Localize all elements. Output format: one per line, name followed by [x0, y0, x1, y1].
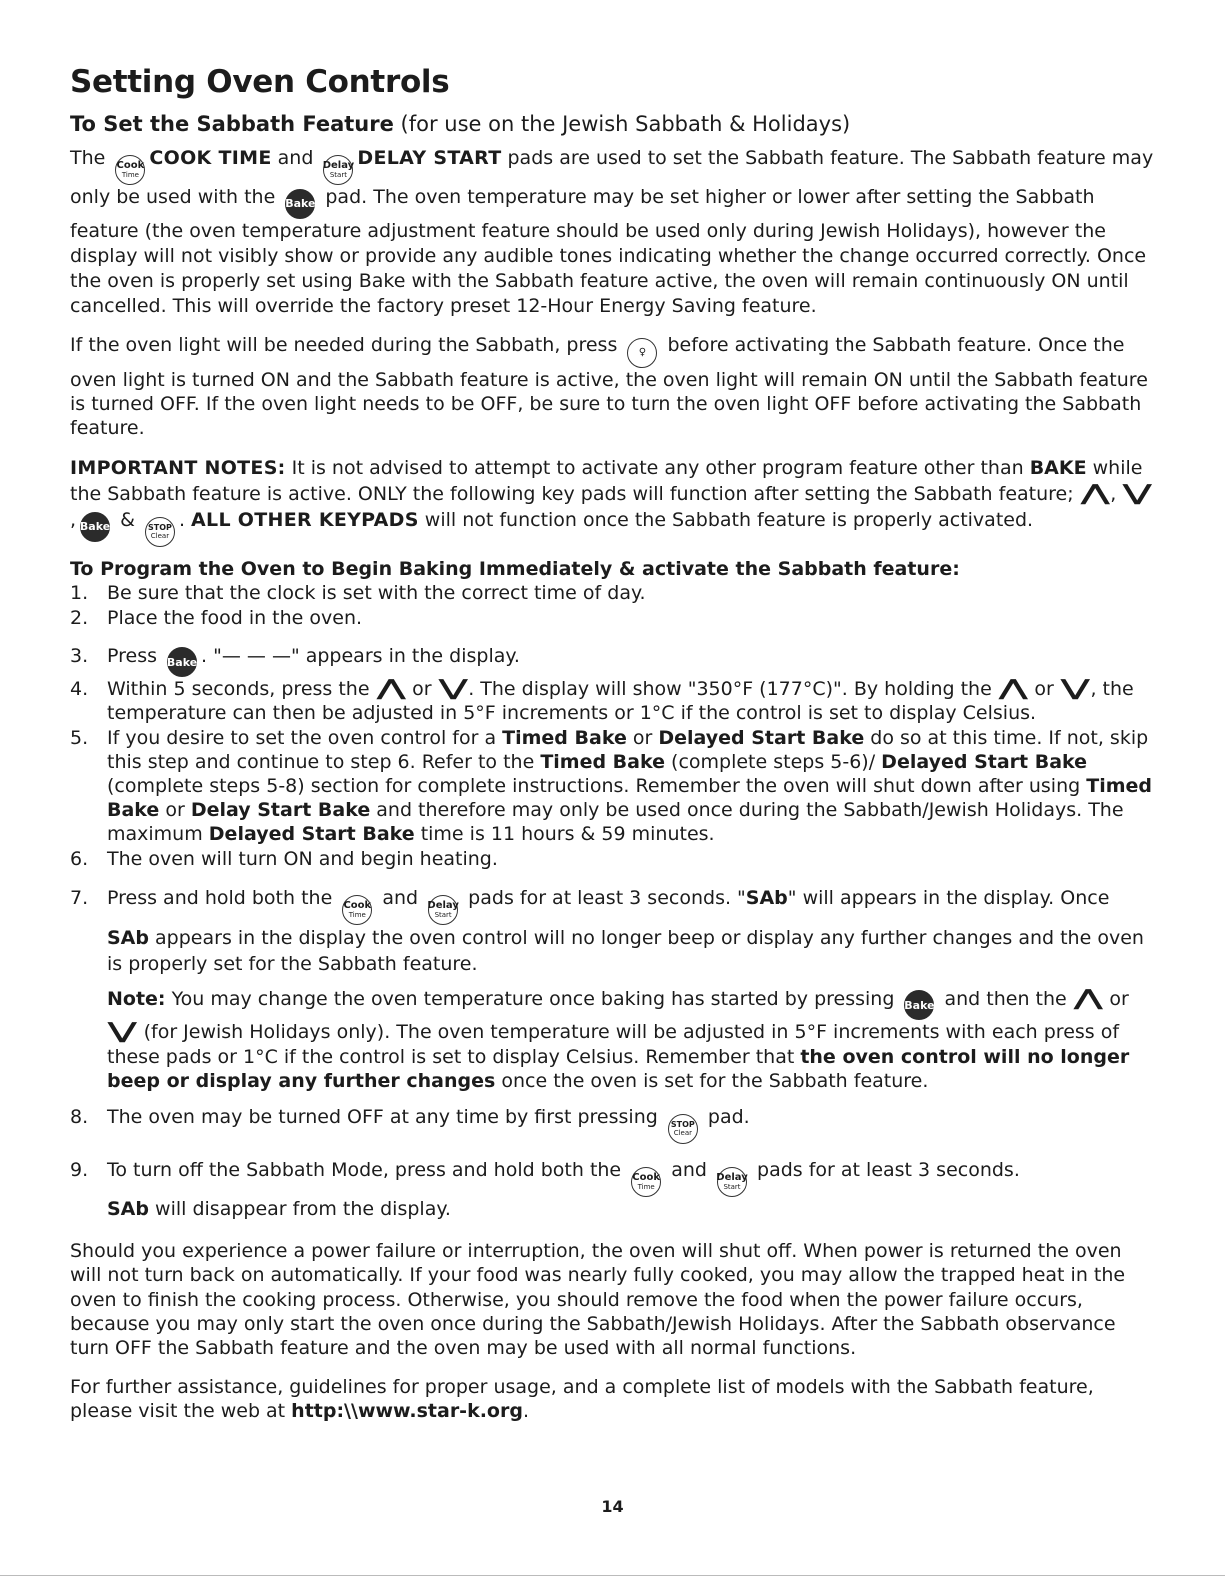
- step-text: pads for at least 3 seconds. ": [462, 886, 746, 909]
- up-arrow-icon: ⋀: [1080, 481, 1110, 507]
- step-bold: Delayed Start Bake: [208, 823, 415, 846]
- step-text: do so at this time. If not, skip this step and continue to step 6. Refer to the: [107, 726, 1149, 773]
- step-text: or: [406, 678, 438, 701]
- step-number: 7.: [70, 886, 89, 909]
- step-list-continued: [70, 1105, 1155, 1221]
- step-text: Within 5 seconds, press the: [107, 678, 376, 701]
- bake-pad-label: Bake: [166, 655, 198, 669]
- note-label: Note:: [107, 987, 166, 1010]
- light-text-1: If the oven light will be needed during the Sabbath, press: [70, 333, 624, 356]
- up-arrow-icon: ⋀: [998, 676, 1028, 702]
- note-text-2: and then the: [938, 987, 1073, 1010]
- delay-start-pad-icon: [323, 155, 353, 185]
- important-text-3: will not function once the Sabbath feature is properly activated.: [418, 509, 1034, 532]
- intro-text-3: pads are used to set the Sabbath feature. The Sabbath feature may only be used with the: [70, 147, 1154, 208]
- step-9: [70, 1158, 1155, 1221]
- important-label: IMPORTANT NOTES:: [70, 457, 286, 480]
- cook-time-pad-icon: [342, 895, 372, 925]
- stop-pad-sublabel: Clear: [150, 532, 170, 541]
- light-text-2: before activating the Sabbath feature. Once the oven light is turned ON and the Sabbath feature is active, the oven light will remain ON until the Sabbath feature is turned OFF. If the oven light needs to be OFF, be sure to turn the oven light OFF before activating the Sabbath feature.: [70, 333, 1148, 439]
- section-subhead: [70, 110, 1155, 138]
- light-pad-icon: [627, 338, 657, 368]
- step-7: [70, 885, 1155, 977]
- note-text-3: (for Jewish Holidays only). The oven temperature will be adjusted in 5°F increments with each press of these pads or 1°C if the control is set to display Celsius. Remember that: [107, 1021, 1120, 1068]
- step-text: pads for at least 3 seconds.: [751, 1158, 1020, 1181]
- step-bold: Delayed Start Bake: [881, 750, 1088, 773]
- cook-pad-sublabel: Time: [637, 1182, 655, 1191]
- cook-pad-label: Cook: [632, 1171, 661, 1183]
- down-arrow-icon: ⋁: [1060, 676, 1091, 702]
- cook-pad-label: Cook: [116, 160, 145, 171]
- bake-pad-icon: [904, 990, 934, 1020]
- stop-clear-pad-icon: [668, 1114, 698, 1144]
- sab-code: SAb: [107, 1197, 149, 1220]
- bake-pad-label: Bake: [285, 197, 316, 210]
- sab-code: SAb: [107, 926, 149, 949]
- step-text: If you desire to set the oven control for a: [107, 726, 503, 749]
- assist-period: .: [522, 1400, 529, 1423]
- step-text: Be sure that the clock is set with the correct time of day.: [107, 582, 646, 605]
- light-pad-glyph: ♀: [638, 346, 647, 358]
- step-number: 1.: [70, 582, 89, 605]
- cook-pad-label: Cook: [343, 899, 372, 911]
- cook-time-pad-icon: [631, 1167, 661, 1197]
- step-3: [70, 644, 1155, 678]
- step-text: To turn off the Sabbath Mode, press and hold both the: [107, 1158, 628, 1181]
- step-text: . The display will show "350°F (177°C)". By holding the: [468, 678, 998, 701]
- step-number: 5.: [70, 726, 89, 749]
- cook-time-pad-icon: [115, 155, 145, 185]
- intro-paragraph: [70, 146, 1155, 319]
- step-text: Press and hold both the: [107, 886, 339, 909]
- stop-clear-pad-icon: [145, 517, 175, 547]
- intro-text-1: The: [70, 147, 112, 169]
- step-text: (complete steps 5-8) section for complete instructions. Remember the oven will shut down after using: [107, 775, 1087, 798]
- step-bold: Delay Start Bake: [190, 799, 371, 822]
- step-number: 9.: [70, 1158, 89, 1181]
- step-number: 8.: [70, 1105, 89, 1128]
- important-amp: &: [114, 509, 141, 532]
- important-comma-1: ,: [1110, 483, 1117, 506]
- step-bold: Delayed Start Bake: [658, 726, 865, 749]
- subhead-bold: To Set the Sabbath Feature: [70, 112, 394, 136]
- sab-code: SAb: [745, 886, 788, 909]
- star-k-link[interactable]: http:\\www.star-k.org: [291, 1400, 523, 1423]
- step-text: will disappear from the display.: [149, 1197, 451, 1220]
- step-number: 6.: [70, 847, 89, 870]
- cook-time-label: COOK TIME: [149, 147, 272, 169]
- intro-text-2: and: [271, 147, 320, 169]
- step-text: and: [665, 1158, 713, 1181]
- step-text: . "— — —" appears in the display.: [201, 644, 520, 667]
- delay-start-label: DELAY START: [357, 147, 502, 169]
- step-text: time is 11 hours & 59 minutes.: [414, 823, 715, 846]
- bake-pad-label: Bake: [904, 998, 935, 1012]
- step-text: Press: [107, 644, 164, 667]
- stop-pad-sublabel: Clear: [673, 1128, 692, 1137]
- oven-light-paragraph: [70, 333, 1155, 441]
- note-paragraph: [70, 987, 1155, 1093]
- step-number: 3.: [70, 644, 89, 667]
- assist-text: For further assistance, guidelines for proper usage, and a complete list of models with the Sabbath feature, please visit the web at: [70, 1376, 1094, 1423]
- down-arrow-icon: ⋁: [1122, 481, 1153, 507]
- note-bold: the oven control will no longer beep or display any further changes: [107, 1045, 1130, 1092]
- down-arrow-icon: ⋁: [438, 676, 468, 702]
- stop-pad-label: STOP: [148, 523, 172, 533]
- step-text: or: [1028, 678, 1060, 701]
- cook-pad-sublabel: Time: [121, 171, 139, 179]
- delay-start-pad-icon: [428, 895, 458, 925]
- step-list: [70, 581, 1155, 977]
- important-text-2: while the Sabbath feature is active. ONLY the following key pads will function after setting the Sabbath feature;: [70, 457, 1143, 506]
- delay-pad-label: Delay: [427, 899, 459, 911]
- intro-text-4: pad. The oven temperature may be set higher or lower after setting the Sabbath feature (the oven temperature adjustment feature should be used only during Jewish Holidays), however the display will not visibly show or provide any audible tones indicating whether the change occurred correctly. Once the oven is properly set using Bake with the Sabbath feature active, the oven will remain continuously ON until cancelled. This will override the factory preset 12-Hour Energy Saving feature.: [70, 186, 1147, 317]
- assistance-paragraph: [70, 1375, 1155, 1423]
- step-bold: Timed Bake: [540, 750, 665, 773]
- delay-start-pad-icon: [717, 1167, 747, 1197]
- program-heading: To Program the Oven to Begin Baking Immediately & activate the Sabbath feature:: [70, 558, 960, 581]
- important-bake: BAKE: [1029, 457, 1087, 480]
- important-notes-paragraph: [70, 455, 1155, 547]
- cook-pad-sublabel: Time: [348, 910, 366, 919]
- step-number: 2.: [70, 606, 89, 629]
- bottom-rule: [0, 1575, 1225, 1576]
- step-8: [70, 1105, 1155, 1144]
- down-arrow-icon: ⋁: [107, 1019, 138, 1045]
- important-text-1: It is not advised to attempt to activate any other program feature other than: [285, 457, 1030, 480]
- manual-page: [70, 62, 1155, 1424]
- delay-pad-sublabel: Start: [434, 910, 452, 919]
- step-number: 4.: [70, 678, 89, 701]
- page-title: Setting Oven Controls: [70, 64, 450, 100]
- note-text-4: once the oven is set for the Sabbath feature.: [495, 1069, 929, 1092]
- note-text-1: You may change the oven temperature once baking has started by pressing: [165, 987, 901, 1010]
- step-text: and: [376, 886, 425, 909]
- delay-pad-label: Delay: [322, 160, 355, 171]
- power-failure-paragraph: Should you experience a power failure or interruption, the oven will shut off. When power is returned the oven will not turn back on automatically. If your food was nearly fully cooked, you may allow the trapped heat in the oven to finish the cooking process. Otherwise, you should remove the food when the power failure occurs, because you may only start the oven once during the Sabbath/Jewish Holidays. After the Sabbath observance turn OFF the Sabbath feature and the oven may be used with all normal functions.: [70, 1240, 1126, 1359]
- step-text: The oven will turn ON and begin heating.: [107, 847, 498, 870]
- step-text: appears in the display the oven control will no longer beep or display any further changes and the oven is properly set for the Sabbath feature.: [107, 926, 1144, 975]
- all-other-keypads: ALL OTHER KEYPADS: [191, 509, 419, 532]
- step-text: , the temperature can then be adjusted in 5°F increments or 1°C if the control is set to display Celsius.: [107, 678, 1134, 725]
- step-text: The oven may be turned OFF at any time by first pressing: [107, 1105, 664, 1128]
- bake-pad-icon: [167, 647, 197, 677]
- step-5: [70, 726, 1155, 847]
- page-number: 14: [601, 1497, 624, 1516]
- bake-pad-icon: [285, 189, 315, 219]
- bake-pad-icon: [80, 512, 110, 542]
- step-text: or: [159, 799, 191, 822]
- up-arrow-icon: ⋀: [376, 676, 406, 702]
- step-2: [70, 606, 1155, 630]
- step-text: and therefore may only be used once during the Sabbath/Jewish Holidays. The maximum: [107, 799, 1124, 846]
- bake-pad-label: Bake: [79, 520, 111, 534]
- step-text: Place the food in the oven.: [107, 606, 363, 629]
- step-bold: Timed Bake: [502, 726, 627, 749]
- delay-pad-sublabel: Start: [329, 171, 347, 179]
- step-6: [70, 847, 1155, 871]
- stop-pad-label: STOP: [670, 1119, 695, 1129]
- subhead-rest: (for use on the Jewish Sabbath & Holidays): [393, 112, 851, 136]
- note-or: or: [1103, 987, 1129, 1010]
- step-text: pad.: [701, 1105, 750, 1128]
- important-dot: .: [178, 509, 192, 532]
- step-4: [70, 677, 1155, 725]
- up-arrow-icon: ⋀: [1073, 985, 1103, 1011]
- step-text: " will appears in the display. Once: [787, 886, 1110, 909]
- important-comma-2: ,: [70, 509, 77, 532]
- delay-pad-label: Delay: [716, 1171, 748, 1183]
- step-1: [70, 581, 1155, 605]
- step-text: or: [626, 726, 659, 749]
- delay-pad-sublabel: Start: [723, 1182, 741, 1191]
- step-text: (complete steps 5-6)/: [665, 750, 882, 773]
- step-bold: Timed Bake: [107, 775, 1152, 822]
